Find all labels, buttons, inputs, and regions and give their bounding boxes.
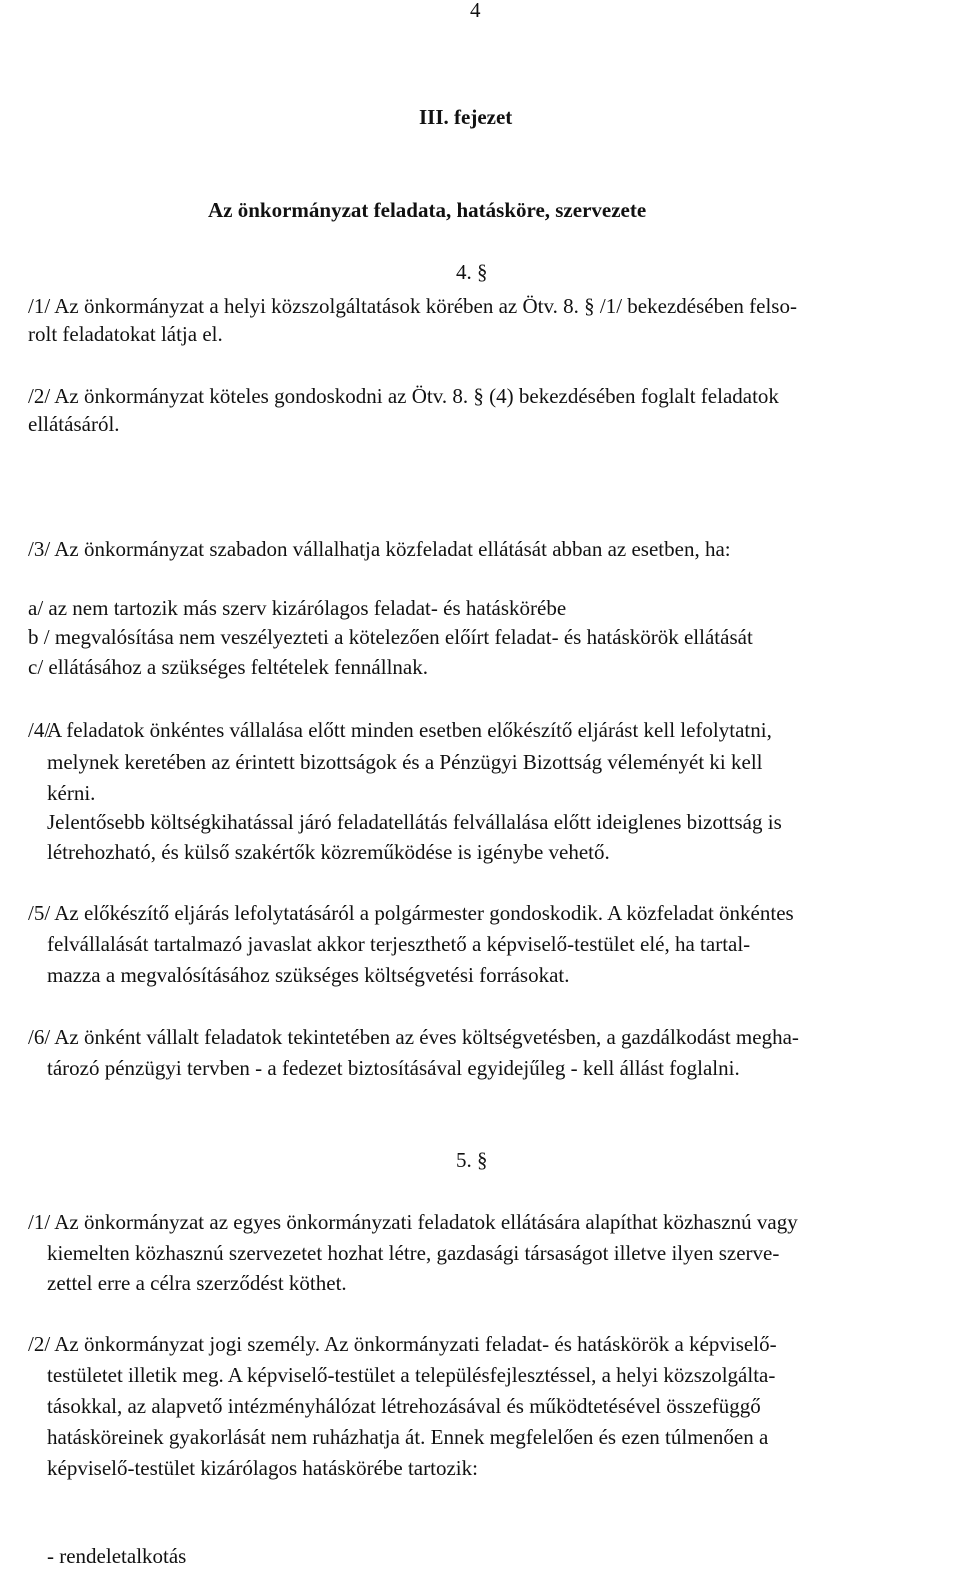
section-4-p5-line2: felvállalását tartalmazó javaslat akkor terjeszthető a képviselő-testület elé, ha tartal- — [47, 932, 751, 956]
section-5-p2-line2: testületet illetik meg. A képviselő-testület a településfejlesztéssel, a helyi közszolgálta- — [47, 1363, 776, 1387]
chapter-heading: III. fejezet — [419, 105, 513, 129]
section-5-list-item: - rendeletalkotás — [47, 1544, 187, 1568]
section-4-p4-line2: melynek keretében az érintett bizottságok és a Pénzügyi Bizottság véleményét ki kell — [47, 750, 763, 774]
section-4-p4-line1: A feladatok önkéntes vállalása előtt minden esetben előkészítő eljárást kell lefolytatni, — [47, 718, 772, 742]
section-5-heading: 5. § — [456, 1148, 488, 1172]
section-5-p1-line1: /1/ Az önkormányzat az egyes önkormányzati feladatok ellátására alapíthat közhasznú vagy — [28, 1210, 798, 1234]
section-4-p4-line5: létrehozható, és külső szakértők közreműködése is igénybe vehető. — [47, 840, 610, 864]
section-5-p1-line3: zettel erre a célra szerződést köthet. — [47, 1271, 347, 1295]
chapter-title: Az önkormányzat feladata, hatásköre, szervezete — [208, 198, 647, 222]
section-4-p1-line2: rolt feladatokat látja el. — [28, 322, 223, 346]
section-4-p3-item-c: c/ ellátásához a szükséges feltételek fennállnak. — [28, 655, 428, 679]
section-4-p6-line2: tározó pénzügyi tervben - a fedezet biztosításával egyidejűleg - kell állást foglalni. — [47, 1056, 740, 1080]
page-number: 4 — [470, 0, 481, 22]
section-4-p4-label: /4/ — [28, 718, 51, 742]
section-5-p2-line3: tásokkal, az alapvető intézményhálózat létrehozásával és működtetésével összefüggő — [47, 1394, 761, 1418]
section-5-p1-line2: kiemelten közhasznú szervezetet hozhat létre, gazdasági társaságot illetve ilyen szerve- — [47, 1241, 780, 1265]
section-4-p5-line1: /5/ Az előkészítő eljárás lefolytatásáról a polgármester gondoskodik. A közfeladat önkéntes — [28, 901, 794, 925]
section-4-p2-line1: /2/ Az önkormányzat köteles gondoskodni az Ötv. 8. § (4) bekezdésében foglalt feladatok — [28, 384, 779, 408]
section-4-heading: 4. § — [456, 260, 488, 284]
section-5-p2-line5: képviselő-testület kizárólagos hatáskörébe tartozik: — [47, 1456, 478, 1480]
section-4-p3-item-a: a/ az nem tartozik más szerv kizárólagos feladat- és hatáskörébe — [28, 596, 567, 620]
section-4-p1-line1: /1/ Az önkormányzat a helyi közszolgáltatások körében az Ötv. 8. § /1/ bekezdésében felso- — [28, 294, 797, 318]
section-4-p3-item-b: b / megvalósítása nem veszélyezteti a kötelezően előírt feladat- és hatáskörök ellátását — [28, 625, 753, 649]
section-4-p4-line4: Jelentősebb költségkihatással járó feladatellátás felvállalása előtt ideiglenes bizottság is — [47, 810, 782, 834]
section-5-p2-line4: hatásköreinek gyakorlását nem ruházhatja át. Ennek megfelelően és ezen túlmenően a — [47, 1425, 769, 1449]
section-4-p5-line3: mazza a megvalósításához szükséges költségvetési forrásokat. — [47, 963, 570, 987]
section-4-p3-intro: /3/ Az önkormányzat szabadon vállalhatja közfeladat ellátását abban az esetben, ha: — [28, 537, 731, 561]
section-4-p4-line3: kérni. — [47, 781, 96, 805]
section-4-p2-line2: ellátásáról. — [28, 412, 120, 436]
section-4-p6-line1: /6/ Az önként vállalt feladatok tekintetében az éves költségvetésben, a gazdálkodást megha- — [28, 1025, 799, 1049]
section-5-p2-line1: /2/ Az önkormányzat jogi személy. Az önkormányzati feladat- és hatáskörök a képviselő- — [28, 1332, 777, 1356]
